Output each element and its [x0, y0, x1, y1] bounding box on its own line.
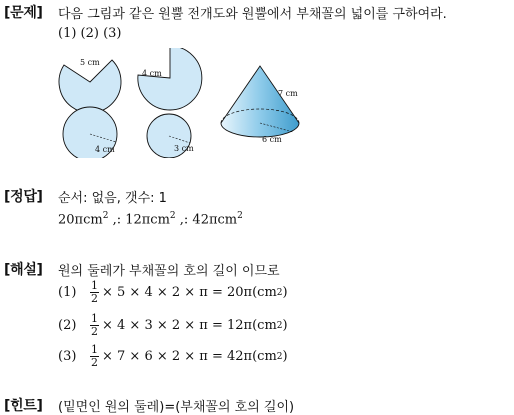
problem-question: 다음 그림과 같은 원뿔 전개도와 원뿔에서 부채꼴의 넓이를 구하여라.	[58, 7, 447, 22]
fig2-sector	[138, 48, 202, 110]
problem-tag: [문제]	[4, 5, 43, 21]
explanation-line-3: (3) $\frac{1}{2}$ × 7 × 6 × 2 × π = 42π(cm 2 )	[58, 343, 288, 369]
answer-values: 20πcm$^2$ ,: 12πcm$^2$ ,: 42πcm$^2$	[58, 211, 243, 228]
fig2-top-label: 4 cm	[142, 69, 162, 78]
hint-text: (밑면인 원의 둘레)=(부채꼴의 호의 길이)	[58, 400, 295, 415]
problem-part-numbers: (1) (2) (3)	[58, 26, 122, 41]
explanation-tag: [해설]	[4, 262, 43, 278]
fig1-top-label: 5 cm	[80, 58, 100, 67]
hint-tag: [힌트]	[4, 398, 43, 414]
explanation-line-1: (1) $\frac{1}{2}$ × 5 × 4 × 2 × π = 20π(cm 2 )	[58, 279, 288, 305]
answer-tag: [정답]	[4, 189, 43, 205]
fig1-bottom-label: 4 cm	[95, 145, 115, 154]
explanation-intro: 원의 둘레가 부채꼴의 호의 길이 이므로	[58, 264, 280, 279]
fig3-cone	[221, 66, 299, 137]
answer-order-count: 순서: 없음, 갯수: 1	[58, 191, 167, 206]
fig1-sector	[59, 60, 121, 113]
fig3-radius-label: 6 cm	[262, 135, 282, 144]
explanation-line-2: (2) $\frac{1}{2}$ × 4 × 3 × 2 × π = 12π(cm 2 )	[58, 312, 288, 338]
fig2-bottom-label: 3 cm	[174, 144, 194, 153]
fig3-slant-label: 7 cm	[278, 89, 298, 98]
cone-figures	[55, 48, 315, 158]
